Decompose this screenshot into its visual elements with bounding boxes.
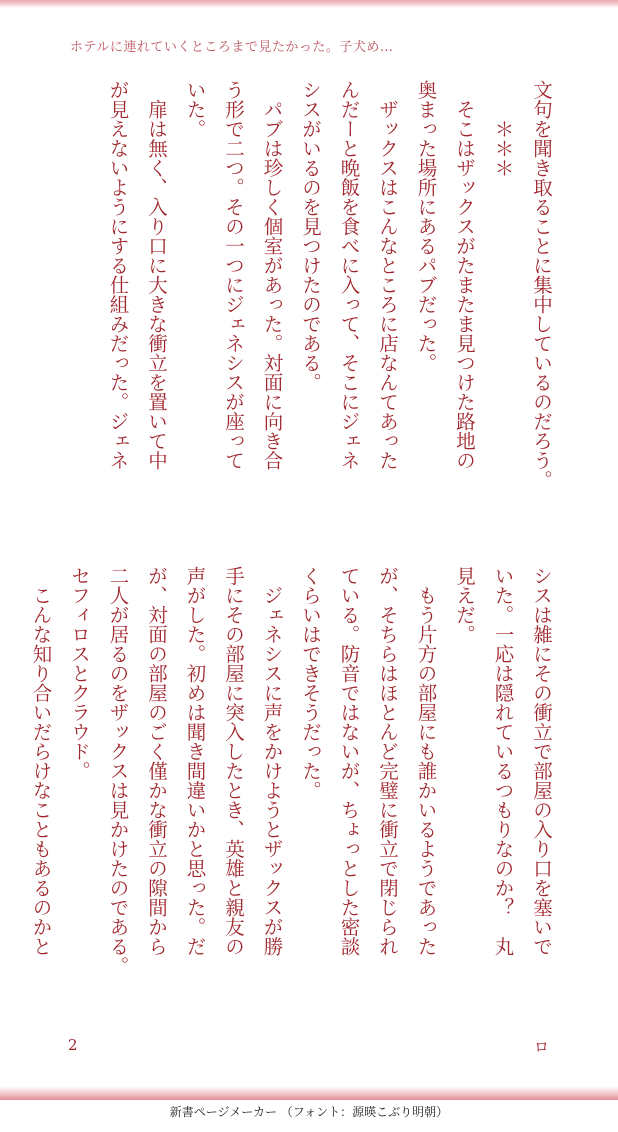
text-column-bottom [29, 566, 560, 1016]
page-number: 2 [68, 1036, 78, 1054]
text-line: 見えだ。 [453, 566, 476, 644]
running-header: ホテルに連れていくところまで見たかった。子犬め… [70, 40, 394, 55]
bottom-border-band [0, 1086, 618, 1100]
text-line: 手にその部屋に突入したとき、英雄と親友の [222, 566, 245, 956]
page-mark: ロ [534, 1038, 550, 1056]
text-line: パブは珍しく個室があった。対面に向き合 [260, 80, 284, 470]
text-line: 奥まった場所にあるパブだった。 [414, 80, 438, 373]
text-line: が、そちらはほとんど完璧に衝立で閉じられ [376, 566, 399, 956]
text-line: くらいはできそうだった。 [299, 566, 322, 800]
text-line: 二人が居るのをザックスは見かけたのである。 [106, 566, 130, 976]
text-line: もう片方の部屋にも誰かいるようであった [414, 566, 438, 956]
text-line: シスがいるのを見つけたのである。 [299, 80, 322, 392]
text-line: いた。 [183, 80, 207, 139]
text-line: ジェネシスに声をかけようとザックスが勝 [260, 566, 284, 956]
text-line: んだーと晩飯を食べに入って、そこにジェネ [337, 80, 361, 470]
text-line: う形で二つ。その一つにジェネシスが座って [222, 80, 245, 470]
text-column-top [60, 80, 560, 530]
text-line: そこはザックスがたまたま見つけた路地の [453, 80, 476, 470]
top-border-band [0, 0, 618, 8]
text-line: ザックスはこんなところに店なんてあった [376, 80, 399, 470]
text-line: いた。一応は隠れているつもりなのか？ 丸 [491, 566, 515, 956]
section-break: ＊＊＊ [491, 80, 515, 178]
text-line: こんな知り合いだらけなこともあるのかと [29, 566, 53, 956]
text-line: ている。防音ではないが、ちょっとした密談 [337, 566, 361, 956]
text-line: が見えないようにする仕組みだった。ジェネ [106, 80, 130, 470]
text-line: 文句を聞き取ることに集中しているのだろう。 [530, 80, 553, 490]
generator-credit: 新書ページメーカー （フォント：源暎こぶり明朝） [169, 1105, 449, 1119]
text-line: セフィロスとクラウド。 [68, 566, 91, 781]
text-line: が、対面の部屋のごく僅かな衝立の隙間から [145, 566, 168, 956]
text-line: 声がした。初めは聞き間違いかと思った。だ [183, 566, 207, 956]
text-line: 扉は無く、入り口に大きな衝立を置いて中 [145, 80, 168, 470]
text-line: シスは雑にその衝立で部屋の入り口を塞いで [530, 566, 553, 956]
